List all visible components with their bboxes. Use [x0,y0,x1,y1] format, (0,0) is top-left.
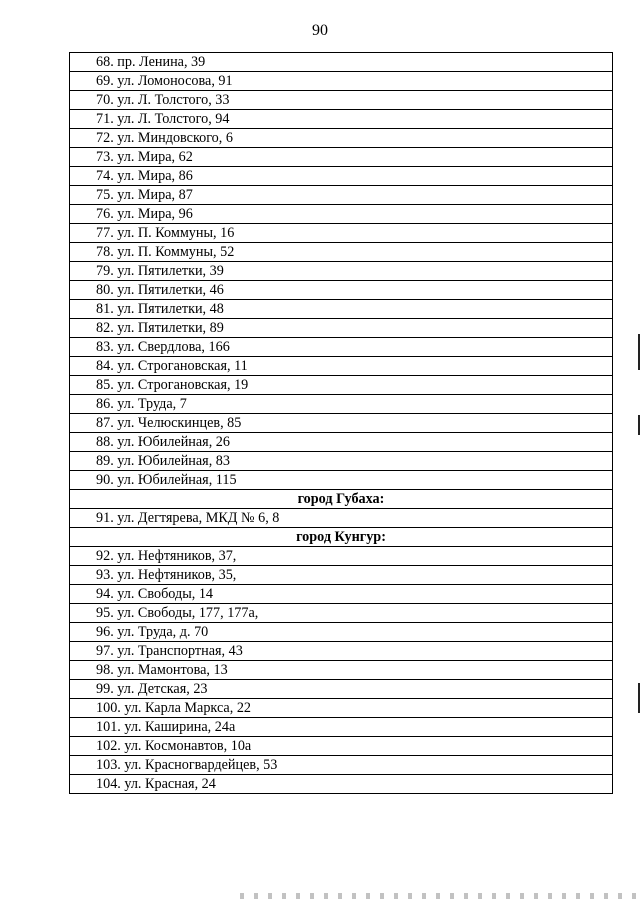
address-table [69,52,613,794]
table-row [70,262,613,281]
table-row [70,129,613,148]
table-row [70,737,613,756]
table-row [70,547,613,566]
section-header-row [70,490,613,509]
address-cell: 85. ул. Строгановская, 19 [70,376,613,395]
address-table-body [70,53,613,794]
table-row [70,433,613,452]
address-cell: 69. ул. Ломоносова, 91 [70,72,613,91]
address-cell: 93. ул. Нефтяников, 35, [70,566,613,585]
table-row [70,414,613,433]
address-cell: 98. ул. Мамонтова, 13 [70,661,613,680]
address-cell: 75. ул. Мира, 87 [70,186,613,205]
address-cell: 104. ул. Красная, 24 [70,775,613,794]
address-cell: 103. ул. Красногвардейцев, 53 [70,756,613,775]
table-row [70,661,613,680]
address-cell: 68. пр. Ленина, 39 [70,53,613,72]
address-cell: 79. ул. Пятилетки, 39 [70,262,613,281]
table-row [70,642,613,661]
address-cell: 87. ул. Челюскинцев, 85 [70,414,613,433]
table-row [70,91,613,110]
address-cell: 71. ул. Л. Толстого, 94 [70,110,613,129]
address-cell: 72. ул. Миндовского, 6 [70,129,613,148]
address-cell: 83. ул. Свердлова, 166 [70,338,613,357]
address-cell: 74. ул. Мира, 86 [70,167,613,186]
table-row [70,395,613,414]
address-cell: 94. ул. Свободы, 14 [70,585,613,604]
address-cell: 102. ул. Космонавтов, 10а [70,737,613,756]
table-row [70,300,613,319]
table-row [70,756,613,775]
table-row [70,357,613,376]
table-row [70,566,613,585]
section-header-row [70,528,613,547]
table-row [70,110,613,129]
table-row [70,243,613,262]
address-cell: 99. ул. Детская, 23 [70,680,613,699]
address-cell: 81. ул. Пятилетки, 48 [70,300,613,319]
table-row [70,167,613,186]
table-row [70,699,613,718]
table-row [70,604,613,623]
table-row [70,205,613,224]
address-cell: 92. ул. Нефтяников, 37, [70,547,613,566]
address-cell: 91. ул. Дегтярева, МКД № 6, 8 [70,509,613,528]
table-row [70,376,613,395]
address-cell: 89. ул. Юбилейная, 83 [70,452,613,471]
table-row [70,148,613,167]
table-row [70,680,613,699]
table-row [70,471,613,490]
address-cell: 70. ул. Л. Толстого, 33 [70,91,613,110]
table-row [70,281,613,300]
table-row [70,623,613,642]
address-cell: 82. ул. Пятилетки, 89 [70,319,613,338]
address-cell: 76. ул. Мира, 96 [70,205,613,224]
table-row [70,775,613,794]
address-cell: 95. ул. Свободы, 177, 177а, [70,604,613,623]
address-cell: 97. ул. Транспортная, 43 [70,642,613,661]
table-row [70,224,613,243]
section-header-cell: город Кунгур: [70,528,613,547]
table-row [70,72,613,91]
section-header-cell: город Губаха: [70,490,613,509]
table-row [70,319,613,338]
address-cell: 100. ул. Карла Маркса, 22 [70,699,613,718]
table-row [70,718,613,737]
table-row [70,452,613,471]
address-cell: 78. ул. П. Коммуны, 52 [70,243,613,262]
address-cell: 73. ул. Мира, 62 [70,148,613,167]
address-cell: 88. ул. Юбилейная, 26 [70,433,613,452]
address-cell: 77. ул. П. Коммуны, 16 [70,224,613,243]
page-number: 90 [312,22,328,39]
table-row [70,186,613,205]
address-cell: 80. ул. Пятилетки, 46 [70,281,613,300]
scan-noise-dots [240,893,640,899]
table-row [70,585,613,604]
table-row [70,509,613,528]
table-row [70,53,613,72]
address-cell: 96. ул. Труда, д. 70 [70,623,613,642]
table-row [70,338,613,357]
address-cell: 90. ул. Юбилейная, 115 [70,471,613,490]
address-cell: 84. ул. Строгановская, 11 [70,357,613,376]
address-cell: 86. ул. Труда, 7 [70,395,613,414]
address-cell: 101. ул. Каширина, 24а [70,718,613,737]
